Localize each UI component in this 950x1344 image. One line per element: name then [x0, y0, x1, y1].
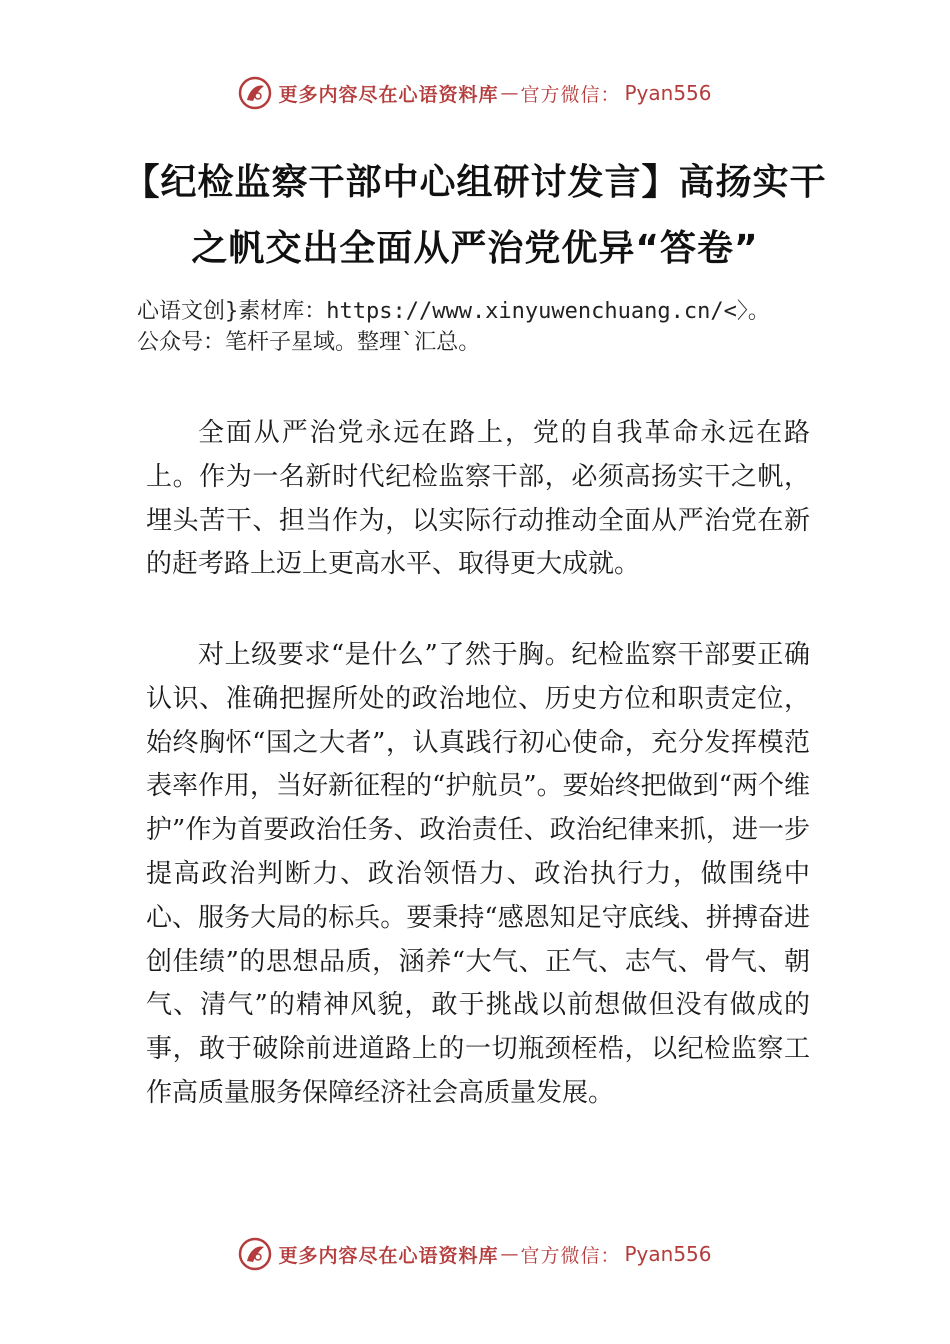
header-banner: [0, 73, 950, 113]
banner-text: 更多内容尽在心语资料库: [278, 83, 499, 106]
logo-icon: [238, 76, 272, 110]
banner-wechat-label: 官方微信：: [520, 83, 621, 106]
source-line-1: 心语文创}素材库：https://www.xinyuwenchuang.cn/<〉。: [137, 299, 770, 324]
source-line-2: 公众号：笔杆子星域。整理`汇总。: [137, 330, 481, 355]
banner-wechat-label: 官方微信：: [520, 1244, 621, 1267]
source-note: [137, 296, 842, 358]
banner-separator: —: [500, 82, 519, 104]
body-paragraph-2: 对上级要求“是什么”了然于胸。纪检监察干部要正确认识、准确把握所处的政治地位、历史方位和职责定位，始终胸怀“国之大者”，认真践行初心使命，充分发挥模范表率作用，当好新征程的“护航员”。要始终把做到“两个维护”作为首要政治任务、政治责任、政治纪律来抓，进一步提高政治判断力、政治领悟力、政治执行力，做围绕中心、服务大局的标兵。要秉持“感恩知足守底线、拼搏奋进创佳绩”的思想品质，涵养“大气、正气、志气、骨气、朝气、清气”的精神风貌，敢于挑战以前想做但没有做成的事，敢于破除前进道路上的一切瓶颈桎梏，以纪检监察工作高质量服务保障经济社会高质量发展。: [146, 640, 810, 1108]
banner-wechat-id: Pyan556: [624, 81, 712, 105]
logo-icon: [238, 1237, 272, 1271]
banner-separator: —: [500, 1243, 519, 1265]
body-paragraph-1: 全面从严治党永远在路上，党的自我革命永远在路上。作为一名新时代纪检监察干部，必须高扬实干之帆，埋头苦干、担当作为，以实际行动推动全面从严治党在新的赶考路上迈上更高水平、取得更大成就。: [146, 418, 810, 580]
banner-wechat-id: Pyan556: [624, 1242, 712, 1266]
banner-text: 更多内容尽在心语资料库: [278, 1244, 499, 1267]
document-title: 【纪检监察干部中心组研讨发言】高扬实干之帆交出全面从严治党优异“答卷”: [123, 162, 827, 269]
footer-banner: [0, 1234, 950, 1274]
